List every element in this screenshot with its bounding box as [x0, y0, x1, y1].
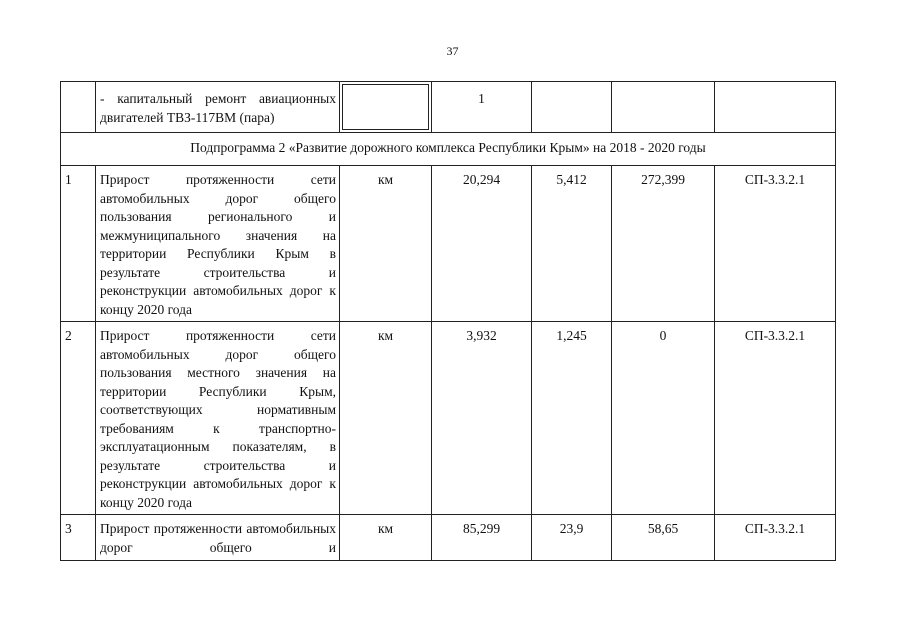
- unit-cell: [340, 82, 432, 133]
- table-row: [61, 322, 836, 515]
- row-number: 3: [61, 515, 96, 561]
- value-2020-cell: 272,399: [612, 166, 715, 322]
- unit-cell: км: [340, 166, 432, 322]
- value-2019-cell: [532, 82, 612, 133]
- value-2020-cell: 58,65: [612, 515, 715, 561]
- indicators-table: [60, 81, 836, 561]
- value-2018-cell: 3,932: [432, 322, 532, 515]
- page-number: 37: [446, 44, 459, 58]
- value-2018-cell: 20,294: [432, 166, 532, 322]
- unit-cell: км: [340, 322, 432, 515]
- row-description: Прирост протяженности сети автомобильных дорог общего пользования местного значения на территории Республики Крым, соответствующих нормативным требованиям к транспортно-эксплуатационным показателям, в результате строительства и реконструкции автомобильных дорог к концу 2020 года: [96, 322, 340, 515]
- value-2018-cell: 85,299: [432, 515, 532, 561]
- table-row: [61, 82, 836, 133]
- code-cell: СП-3.3.2.1: [715, 166, 836, 322]
- row-description: Прирост протяженности автомобильных дорог общего и: [96, 515, 340, 561]
- value-2018-cell: 1: [432, 82, 532, 133]
- value-2019-cell: 23,9: [532, 515, 612, 561]
- unit-cell: км: [340, 515, 432, 561]
- row-number-cell: [61, 82, 96, 133]
- row-description: Прирост протяженности сети автомобильных дорог общего пользования регионального и межмуниципального значения на территории Республики Крым в результате строительства и реконструкции автомобильных дорог к концу 2020 года: [96, 166, 340, 322]
- code-cell: СП-3.3.2.1: [715, 322, 836, 515]
- value-2019-cell: 5,412: [532, 166, 612, 322]
- value-2020-cell: 0: [612, 322, 715, 515]
- subprogram-title: Подпрограмма 2 «Развитие дорожного комплекса Республики Крым» на 2018 - 2020 годы: [61, 133, 836, 166]
- row-number: 1: [61, 166, 96, 322]
- code-cell: [715, 82, 836, 133]
- value-2019-cell: 1,245: [532, 322, 612, 515]
- table-row: [61, 515, 836, 561]
- value-2020-cell: [612, 82, 715, 133]
- row-description: - капитальный ремонт авиационных двигателей ТВЗ-117ВМ (пара): [96, 82, 340, 133]
- table-row: [61, 166, 836, 322]
- subprogram-row: [61, 133, 836, 166]
- row-number: 2: [61, 322, 96, 515]
- code-cell: СП-3.3.2.1: [715, 515, 836, 561]
